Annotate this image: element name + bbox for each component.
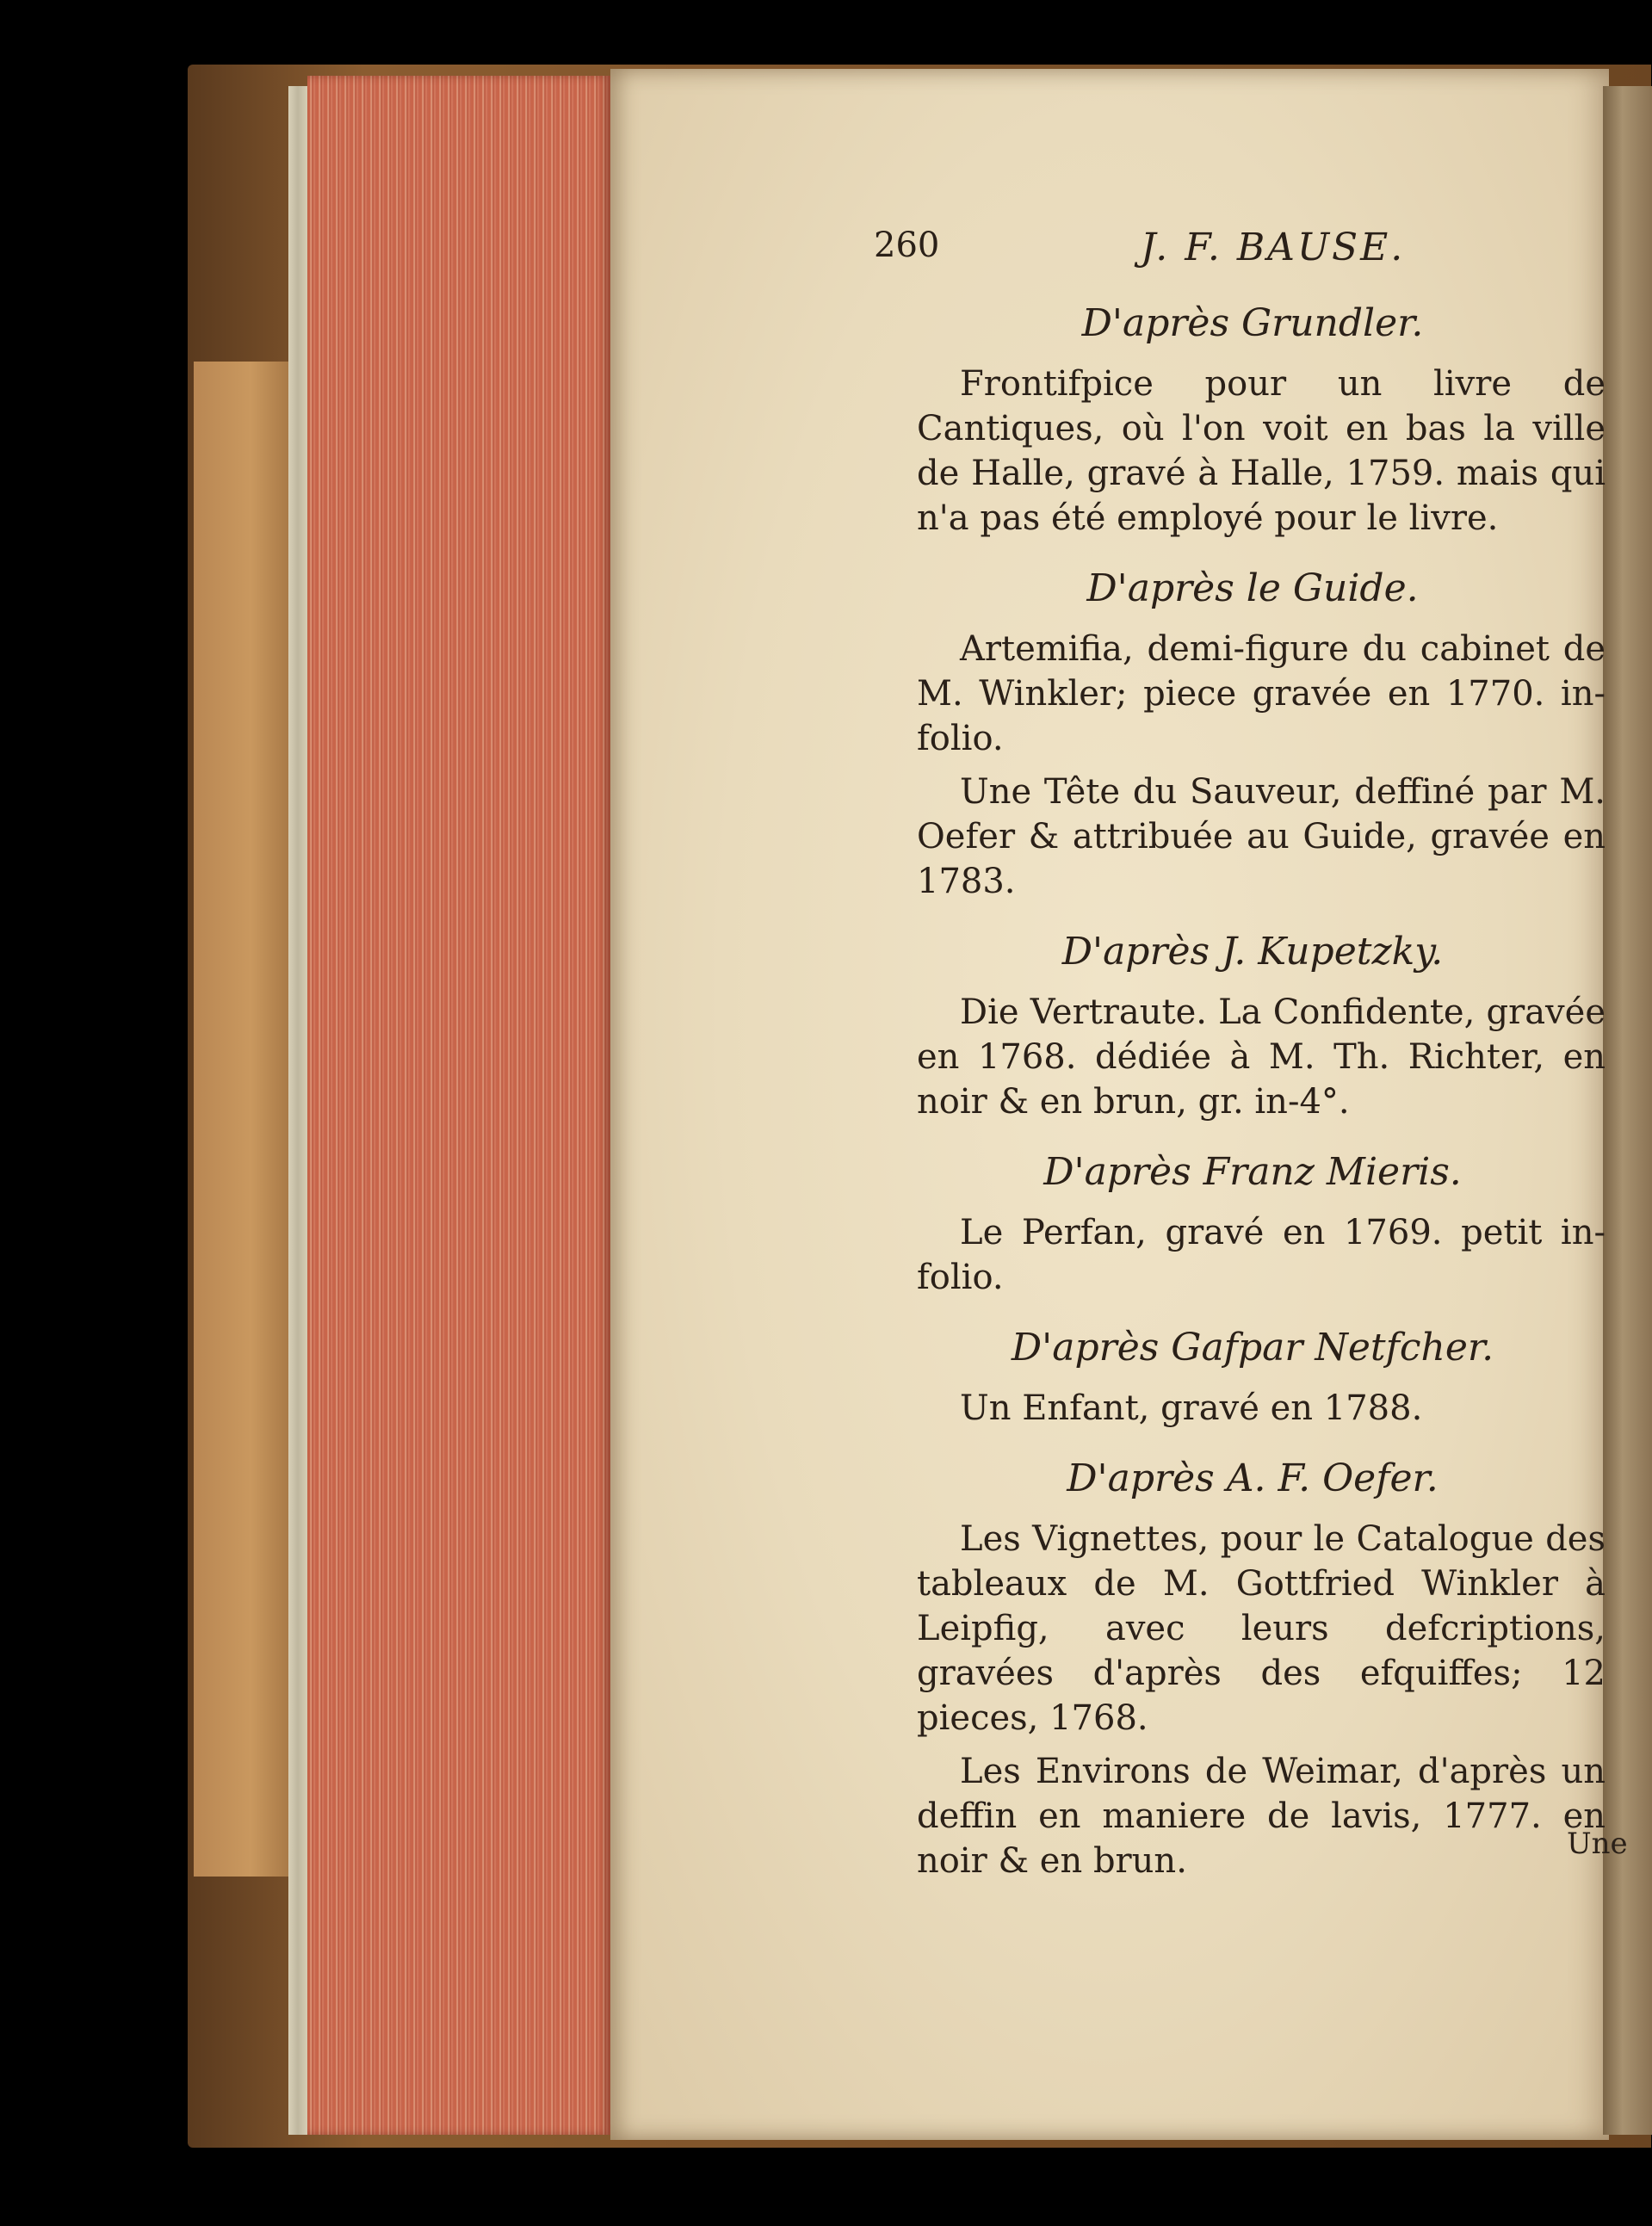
entry-tete-du-sauveur: Une Tête du Sauveur, deffiné par M. Oefer & attribuée au Guide, gravée en 1783. (917, 772, 1606, 901)
entry-persan: Le Perfan, gravé en 1769. petit in-folio. (917, 1213, 1606, 1297)
endpaper-edge (288, 86, 307, 2135)
entry-vertraute: Die Vertraute. La Confidente, gravée en 1768. dédiée à M. Th. Richter, en noir & en brun, gr. in-4°. (917, 992, 1606, 1122)
section-heading-kupetzky: D'après J. Kupetzky. (1061, 930, 1444, 974)
page-text (917, 224, 1606, 1892)
section-heading-netscher: D'après Gafpar Netfcher. (1011, 1326, 1494, 1370)
section-heading-oeser: D'après A. F. Oefer. (1067, 1456, 1439, 1500)
catchword: Une (1567, 1827, 1628, 1861)
entry-vignettes: Les Vignettes, pour le Catalogue des tableaux de M. Gottfried Winkler à Leipfig, avec leurs defcriptions, gravées d'après des efquiffes; 12 pieces, 1768. (917, 1519, 1606, 1738)
section-heading-mieris: D'après Franz Mieris. (1043, 1150, 1462, 1194)
section-heading-guide: D'après le Guide. (1086, 566, 1419, 610)
entry-enfant: Un Enfant, gravé en 1788. (960, 1388, 1423, 1428)
running-title: J. F. BAUSE. (1141, 226, 1406, 269)
entry-environs-de-weimar: Les Environs de Weimar, d'après un deffin en maniere de lavis, 1777. en noir & en brun. (917, 1752, 1606, 1881)
page-number: 260 (874, 226, 940, 265)
entry-artemisia: Artemifia, demi-figure du cabinet de M. Winkler; piece gravée en 1770. in-folio. (917, 629, 1606, 758)
section-heading-grundler: D'après Grundler. (1081, 301, 1424, 345)
red-page-edges (307, 76, 610, 2135)
entry-frontispice: Frontifpice pour un livre de Cantiques, où l'on voit en bas la ville de Halle, gravé à Halle, 1759. mais qui n'a pas été employé pour le livre. (917, 364, 1606, 538)
cover-board-edge (194, 362, 288, 1877)
